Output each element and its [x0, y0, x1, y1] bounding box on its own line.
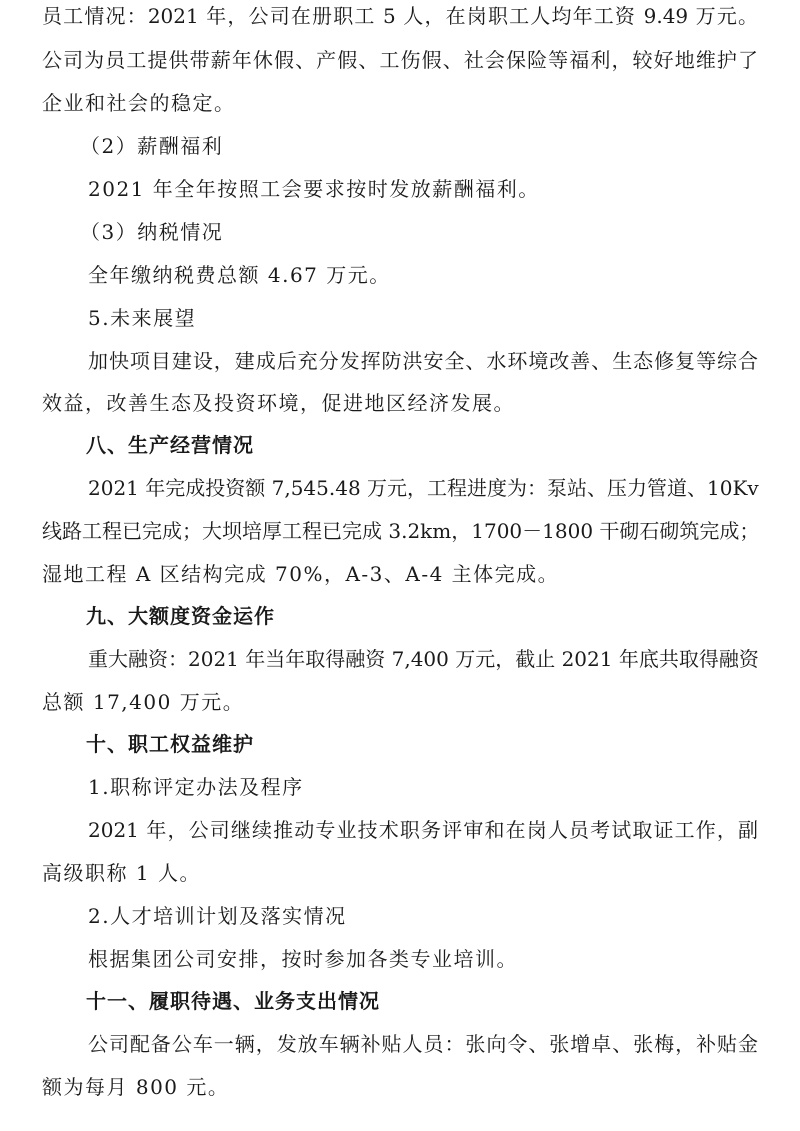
section-11-heading: 十一、履职待遇、业务支出情况 [86, 989, 380, 1013]
training-text: 根据集团公司安排，按时参加各类专业培训。 [88, 947, 518, 971]
employee-status-line-1: 员工情况：2021 年，公司在册职工 5 人，在岗职工人均年工资 9.49 万元。 [42, 4, 758, 28]
tax-text: 全年缴纳税费总额 4.67 万元。 [88, 263, 391, 287]
benefits-line-1: 公司配备公车一辆，发放车辆补贴人员：张向令、张增卓、张梅，补贴金 [88, 1032, 758, 1056]
future-outlook-line-2: 效益，改善生态及投资环境，促进地区经济发展。 [42, 391, 515, 415]
financing-line-1: 重大融资：2021 年当年取得融资 7,400 万元，截止 2021 年底共取得融资 [88, 647, 759, 671]
employee-status-line-3: 企业和社会的稳定。 [42, 91, 236, 115]
section-10-heading: 十、职工权益维护 [86, 732, 254, 756]
training-subheading: 2.人才培训计划及落实情况 [88, 904, 347, 928]
operations-line-2: 线路工程已完成；大坝培厚工程已完成 3.2km，1700－1800 干砌石砌筑完成； [42, 519, 760, 543]
title-evaluation-subheading: 1.职称评定办法及程序 [88, 775, 304, 799]
future-outlook-line-1: 加快项目建设，建成后充分发挥防洪安全、水环境改善、生态修复等综合 [88, 349, 758, 373]
operations-line-1: 2021 年完成投资额 7,545.48 万元，工程进度为：泵站、压力管道、10Kv [88, 476, 759, 500]
tax-subheading: （3）纳税情况 [80, 220, 224, 244]
title-evaluation-line-2: 高级职称 1 人。 [42, 861, 201, 885]
section-8-heading: 八、生产经营情况 [86, 433, 254, 457]
salary-welfare-text: 2021 年全年按照工会要求按时发放薪酬福利。 [88, 177, 540, 201]
title-evaluation-line-1: 2021 年，公司继续推动专业技术职务评审和在岗人员考试取证工作，副 [88, 818, 758, 842]
future-outlook-subheading: 5.未来展望 [88, 306, 197, 330]
financing-line-2: 总额 17,400 万元。 [42, 690, 245, 714]
benefits-line-2: 额为每月 800 元。 [42, 1075, 230, 1099]
employee-status-line-2: 公司为员工提供带薪年休假、产假、工伤假、社会保险等福利，较好地维护了 [42, 48, 758, 72]
salary-welfare-subheading: （2）薪酬福利 [80, 134, 224, 158]
section-9-heading: 九、大额度资金运作 [86, 604, 275, 628]
operations-line-3: 湿地工程 A 区结构完成 70%，A-3、A-4 主体完成。 [42, 562, 560, 586]
